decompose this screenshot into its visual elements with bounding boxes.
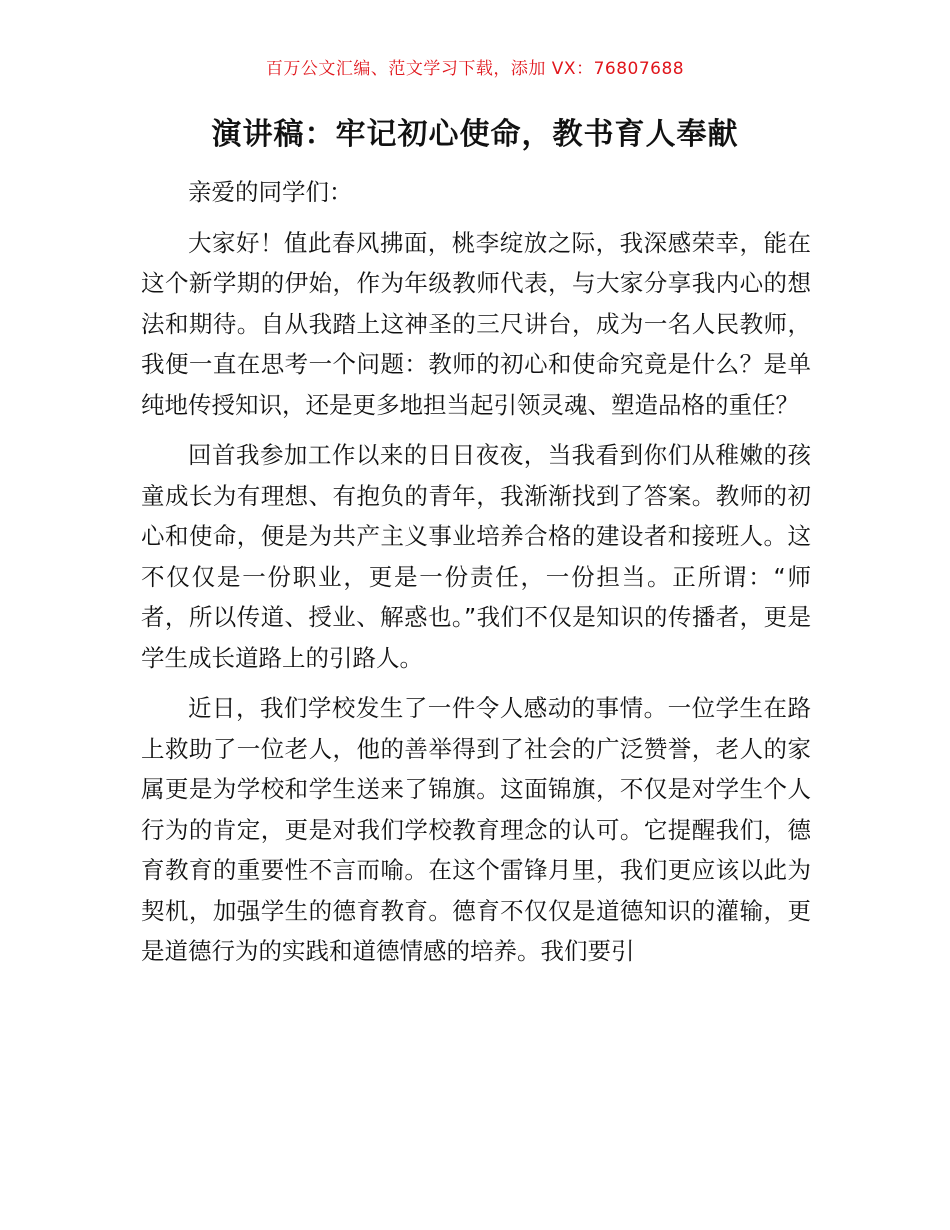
paragraph-1: 大家好！值此春风拂面，桃李绽放之际，我深感荣幸，能在这个新学期的伊始，作为年级教师代表，与大家分享我内心的想法和期待。自从我踏上这神圣的三尺讲台，成为一名人民教师，我便一直在思考一个问题：教师的初心和使命究竟是什么？是单纯地传授知识，还是更多地担当起引领灵魂、塑造品格的重任？: [141, 228, 811, 419]
paragraph-2: 回首我参加工作以来的日日夜夜，当我看到你们从稚嫩的孩童成长为有理想、有抱负的青年，我渐渐找到了答案。教师的初心和使命，便是为共产主义事业培养合格的建设者和接班人。这不仅仅是一份职业，更是一份责任，一份担当。正所谓：“师者，所以传道、授业、解惑也。”我们不仅是知识的传播者，更是学生成长道路上的引路人。: [141, 441, 811, 672]
salutation: 亲爱的同学们：: [188, 178, 353, 206]
paragraph-3: 近日，我们学校发生了一件令人感动的事情。一位学生在路上救助了一位老人，他的善举得到了社会的广泛赞誉，老人的家属更是为学校和学生送来了锦旗。这面锦旗，不仅是对学生个人行为的肯定，更是对我们学校教育理念的认可。它提醒我们，德育教育的重要性不言而喻。在这个雷锋月里，我们更应该以此为契机，加强学生的德育教育。德育不仅仅是道德知识的灌输，更是道德行为的实践和道德情感的培养。我们要引: [141, 694, 811, 965]
document-title: 演讲稿：牢记初心使命，教书育人奉献: [211, 117, 739, 152]
document-body: [141, 172, 811, 982]
header-banner: 百万公文汇编、范文学习下载，添加 VX：76807688: [265, 59, 685, 79]
